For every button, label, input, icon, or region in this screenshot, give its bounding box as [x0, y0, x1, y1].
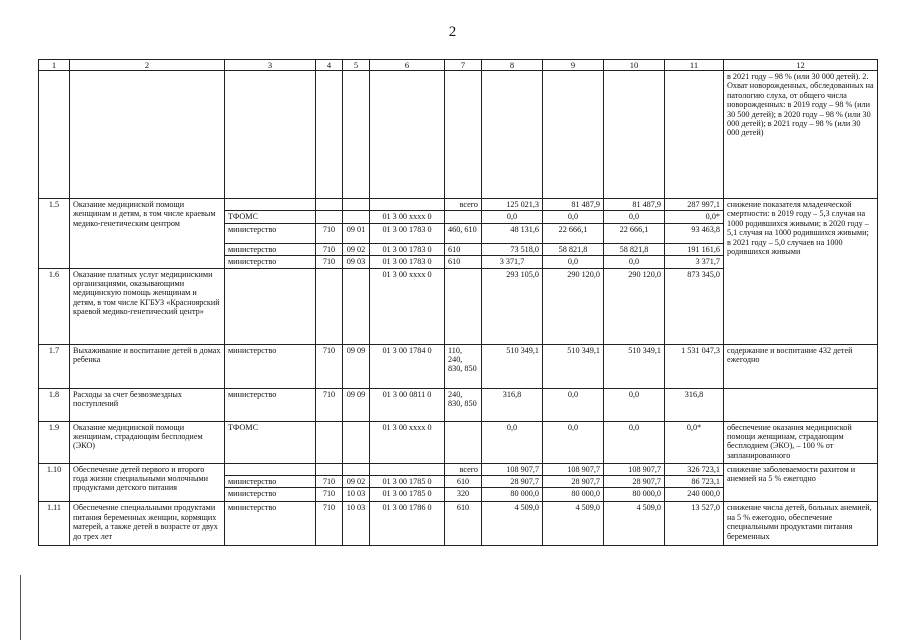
cell: 108 907,7 — [604, 463, 665, 475]
cell: 0,0 — [604, 256, 665, 268]
cell: всего — [445, 463, 482, 475]
indicator-cell: снижение заболеваемости рахитом и анемией на 5 % ежегодно — [724, 463, 878, 502]
table-row — [39, 199, 878, 211]
cell: 09 02 — [343, 243, 370, 255]
cell: министерство — [225, 344, 316, 388]
cell: 01 3 00 1783 0 — [370, 223, 445, 243]
cell: 80 000,0 — [543, 488, 604, 502]
cell: 287 997,1 — [665, 199, 724, 211]
cell: 73 518,0 — [482, 243, 543, 255]
col-header: 4 — [316, 60, 343, 71]
cell: 01 3 00 0811 0 — [370, 388, 445, 421]
cell: 610 — [445, 243, 482, 255]
cell: 09 09 — [343, 344, 370, 388]
cell: 316,8 — [482, 388, 543, 421]
row-name: Оказание платных услуг медицинскими организациями, оказывающими медицинскую помощь женщинам и детям, в том числе КГБУЗ «Красноярский краевой медико-генетический центр» — [70, 268, 225, 344]
col-header: 5 — [343, 60, 370, 71]
cell: 290 120,0 — [543, 268, 604, 344]
cell: 0,0 — [482, 421, 543, 463]
cell: 10 03 — [343, 488, 370, 502]
cell: 09 03 — [343, 256, 370, 268]
cell: 28 907,7 — [482, 476, 543, 488]
cell: 86 723,1 — [665, 476, 724, 488]
cell: 293 105,0 — [482, 268, 543, 344]
cell: 610 — [445, 256, 482, 268]
cell: 01 3 00 xxxx 0 — [370, 268, 445, 344]
cell: всего — [445, 199, 482, 211]
row-name: Обеспечение детей первого и второго года жизни специальными молочными продуктами детского питания — [70, 463, 225, 502]
cell: 710 — [316, 488, 343, 502]
row-number: 1.9 — [39, 421, 70, 463]
cell: министерство — [225, 243, 316, 255]
table-row — [39, 502, 878, 546]
row-number: 1.7 — [39, 344, 70, 388]
cell: 710 — [316, 502, 343, 546]
row-number: 1.8 — [39, 388, 70, 421]
cell: 290 120,0 — [604, 268, 665, 344]
cell: 09 01 — [343, 223, 370, 243]
cell: 48 131,6 — [482, 223, 543, 243]
row-number: 1.6 — [39, 268, 70, 344]
cell: 0,0 — [604, 421, 665, 463]
cell: 3 371,7 — [482, 256, 543, 268]
cell: министерство — [225, 388, 316, 421]
cell: 710 — [316, 388, 343, 421]
cell: 240 000,0 — [665, 488, 724, 502]
row-name: Оказание медицинской помощи женщинам, страдающим бесплодием (ЭКО) — [70, 421, 225, 463]
cell: 460, 610 — [445, 223, 482, 243]
cell: министерство — [225, 488, 316, 502]
col-header: 12 — [724, 60, 878, 71]
cell: 10 03 — [343, 502, 370, 546]
cell: 320 — [445, 488, 482, 502]
cell: 0,0 — [482, 211, 543, 223]
cell: ТФОМС — [225, 421, 316, 463]
cell: 0,0 — [543, 256, 604, 268]
cell: 610 — [445, 476, 482, 488]
cell: 22 666,1 — [543, 223, 604, 243]
col-header: 8 — [482, 60, 543, 71]
row-name: Выхаживание и воспитание детей в домах ребенка — [70, 344, 225, 388]
cell: 22 666,1 — [604, 223, 665, 243]
cell: 240, 830, 850 — [445, 388, 482, 421]
cell: 01 3 00 1786 0 — [370, 502, 445, 546]
indicator-cell: снижение числа детей, больных анемией, на 5 % ежегодно, обеспечение специальными продуктами питания беременных — [724, 502, 878, 546]
cell: министерство — [225, 502, 316, 546]
cell: 0,0 — [543, 211, 604, 223]
row-name: Обеспечение специальными продуктами питания беременных женщин, кормящих матерей, а также детей в возрасте от двух до трех лет — [70, 502, 225, 546]
cell: 80 000,0 — [604, 488, 665, 502]
cell: 510 349,1 — [604, 344, 665, 388]
cell: 1 531 047,3 — [665, 344, 724, 388]
cell: 0,0 — [604, 211, 665, 223]
cell: 110, 240, 830, 850 — [445, 344, 482, 388]
cell: 125 021,3 — [482, 199, 543, 211]
col-header: 7 — [445, 60, 482, 71]
cell: 0,0 — [543, 388, 604, 421]
cell: 28 907,7 — [543, 476, 604, 488]
indicator-cell: снижение показателя младенческой смертности: в 2019 году – 5,3 случая на 1000 родившихся живыми; в 2020 году – 5,1 случая на 1000 родившихся живыми; в 2021 году – 5,0 случаев на 1000 родившихся живыми — [724, 199, 878, 269]
table-row — [39, 344, 878, 388]
margin-line — [20, 575, 21, 640]
row-number: 1.11 — [39, 502, 70, 546]
cell: 316,8 — [665, 388, 724, 421]
cell: министерство — [225, 223, 316, 243]
cell: 93 463,8 — [665, 223, 724, 243]
cell: 191 161,6 — [665, 243, 724, 255]
cell: 873 345,0 — [665, 268, 724, 344]
indicator-cell: в 2021 году – 98 % (или 30 000 детей). 2. Охват новорожденных, обследованных на патологию слуха, от общего числа новорожденных: в 2019 году – 98 % (или 30 500 детей); в 2020 году – 98 % (или 30 000 детей); в 2021 году – 98 % (или 30 000 детей) — [724, 71, 878, 199]
cell: 80 000,0 — [482, 488, 543, 502]
row-name: Расходы за счет безвозмездных поступлений — [70, 388, 225, 421]
cell: министерство — [225, 256, 316, 268]
cell: 0,0* — [665, 211, 724, 223]
row-name: Оказание медицинской помощи женщинам и детям, в том числе краевым медико-генетическим центром — [70, 199, 225, 269]
program-table — [38, 59, 878, 546]
cell: ТФОМС — [225, 211, 316, 223]
cell: 58 821,8 — [604, 243, 665, 255]
cell: 326 723,1 — [665, 463, 724, 475]
cell: 28 907,7 — [604, 476, 665, 488]
header-row — [39, 60, 878, 71]
table-row — [39, 421, 878, 463]
col-header: 9 — [543, 60, 604, 71]
cell: министерство — [225, 476, 316, 488]
cell: 13 527,0 — [665, 502, 724, 546]
cell: 3 371,7 — [665, 256, 724, 268]
cell: 09 02 — [343, 476, 370, 488]
cell: 710 — [316, 243, 343, 255]
cell: 58 821,8 — [543, 243, 604, 255]
cell: 01 3 00 1784 0 — [370, 344, 445, 388]
table-row — [39, 463, 878, 475]
cell: 710 — [316, 256, 343, 268]
cell: 510 349,1 — [482, 344, 543, 388]
cell: 710 — [316, 223, 343, 243]
col-header: 11 — [665, 60, 724, 71]
page-number: 2 — [448, 24, 457, 40]
col-header: 1 — [39, 60, 70, 71]
cell: 510 349,1 — [543, 344, 604, 388]
cell: 81 487,9 — [543, 199, 604, 211]
table-row — [39, 268, 878, 344]
table-row — [39, 388, 878, 421]
cell: 09 09 — [343, 388, 370, 421]
cell: 108 907,7 — [543, 463, 604, 475]
col-header: 6 — [370, 60, 445, 71]
table-row — [39, 71, 878, 199]
col-header: 3 — [225, 60, 316, 71]
cell: 4 509,0 — [604, 502, 665, 546]
cell: 01 3 00 1783 0 — [370, 243, 445, 255]
col-header: 2 — [70, 60, 225, 71]
cell: 4 509,0 — [543, 502, 604, 546]
cell: 0,0* — [665, 421, 724, 463]
indicator-cell: обеспечение оказания медицинской помощи женщинам, страдающим бесплодием (ЭКО), – 100 % от запланированного — [724, 421, 878, 463]
cell: 01 3 00 1785 0 — [370, 488, 445, 502]
cell: 01 3 00 1785 0 — [370, 476, 445, 488]
cell: 01 3 00 1783 0 — [370, 256, 445, 268]
cell: 01 3 00 xxxx 0 — [370, 211, 445, 223]
cell: 4 509,0 — [482, 502, 543, 546]
col-header: 10 — [604, 60, 665, 71]
indicator-cell: содержание и воспитание 432 детей ежегодно — [724, 344, 878, 388]
cell: 01 3 00 xxxx 0 — [370, 421, 445, 463]
cell: 81 487,9 — [604, 199, 665, 211]
cell: 710 — [316, 476, 343, 488]
cell: 108 907,7 — [482, 463, 543, 475]
row-number: 1.10 — [39, 463, 70, 502]
cell: 0,0 — [604, 388, 665, 421]
cell: 0,0 — [543, 421, 604, 463]
cell: 710 — [316, 344, 343, 388]
cell: 610 — [445, 502, 482, 546]
row-number: 1.5 — [39, 199, 70, 269]
